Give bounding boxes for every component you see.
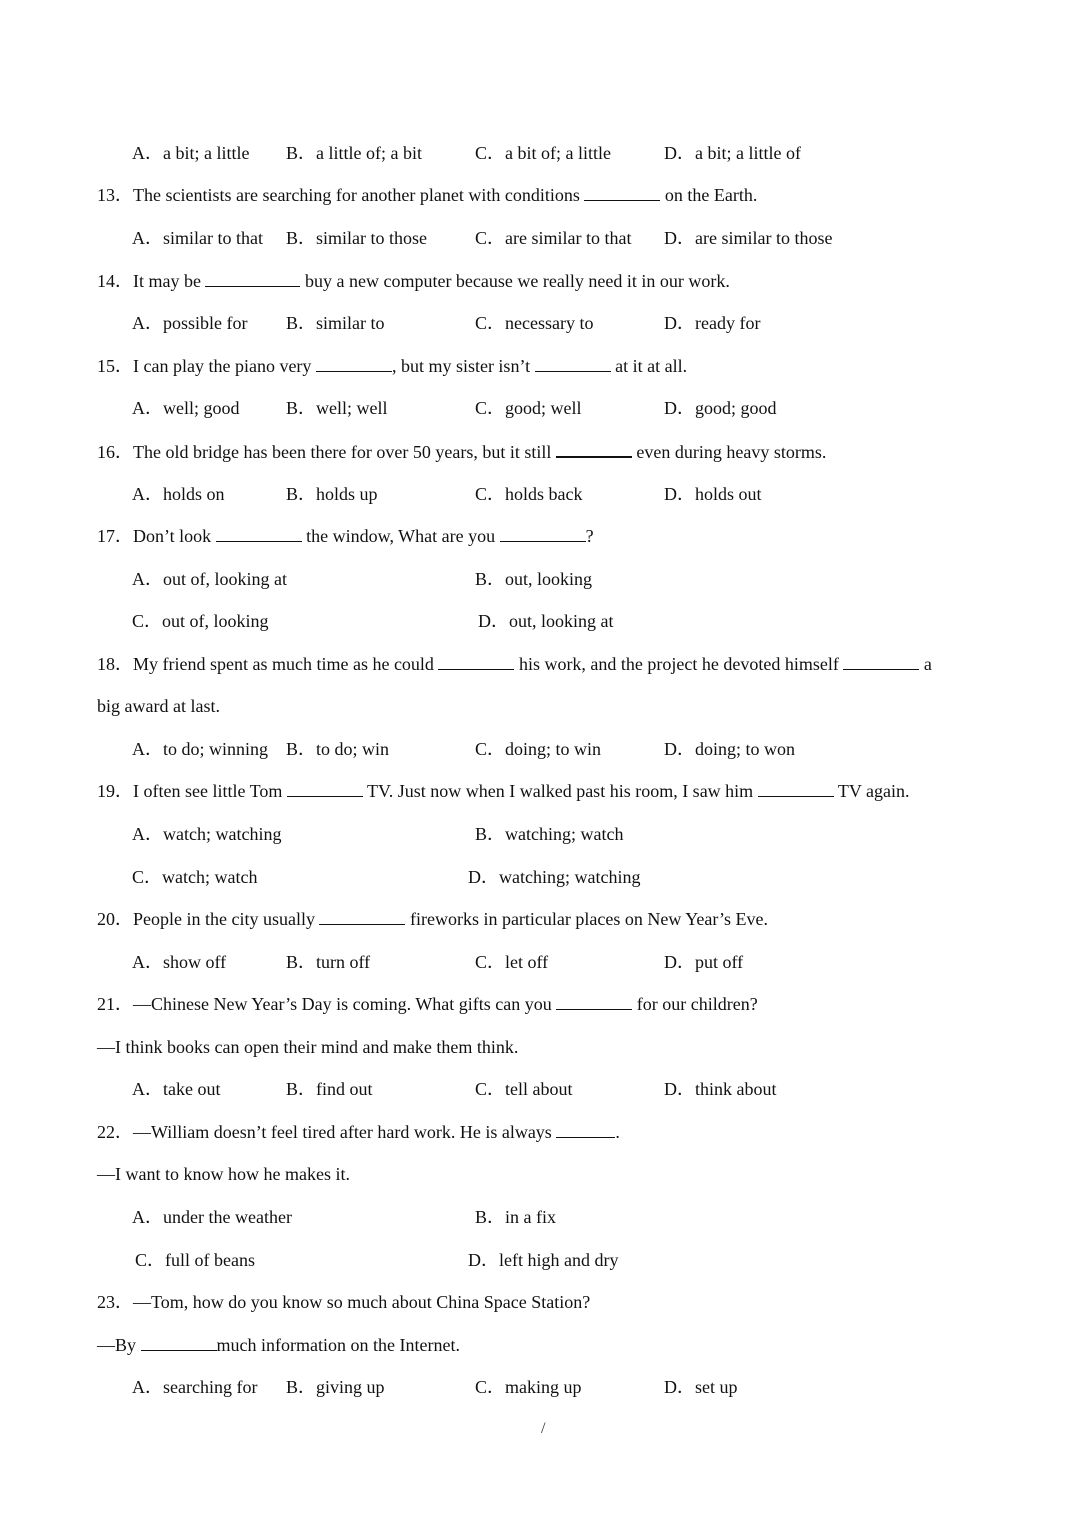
answer-blank	[438, 653, 514, 670]
q19-option-d: D．watching; watching	[468, 867, 641, 887]
q17-option-b: B．out, looking	[475, 569, 593, 589]
q15-stem-part: 15．I can play the piano very	[97, 356, 316, 376]
q13-stem-part: 13．The scientists are searching for another planet with conditions	[97, 185, 585, 205]
q23-reply-part: —By	[97, 1335, 141, 1355]
q22-option-a: A．under the weather	[132, 1207, 292, 1227]
q19-stem-part: TV. Just now when I walked past his room, I saw him	[362, 781, 758, 801]
q17-stem-part: ?	[585, 526, 594, 546]
q18-stem	[97, 653, 932, 675]
q21-option-c: C．tell about	[475, 1079, 573, 1099]
q21-stem-part: for our children?	[632, 994, 758, 1014]
q23-option-a: A．searching for	[132, 1377, 258, 1397]
answer-blank	[205, 270, 300, 287]
q12-option-a: A．a bit; a little	[132, 143, 250, 163]
q14-stem	[97, 270, 730, 292]
q13-stem	[97, 184, 757, 206]
q23-reply-part: much information on the Internet.	[216, 1335, 460, 1355]
q12-option-b: B．a little of; a bit	[286, 143, 422, 163]
q20-option-c: C．let off	[475, 952, 549, 972]
q18-stem-continued: big award at last.	[97, 696, 220, 716]
q15-stem-part: , but my sister isn’t	[391, 356, 535, 376]
q18-option-b: B．to do; win	[286, 739, 390, 759]
q19-option-b: B．watching; watch	[475, 824, 624, 844]
q16-option-c: C．holds back	[475, 484, 583, 504]
q16-option-a: A．holds on	[132, 484, 225, 504]
q21-stem-part: 21．—Chinese New Year’s Day is coming. What gifts can you	[97, 994, 557, 1014]
q20-option-b: B．turn off	[286, 952, 371, 972]
q20-stem-part: 20．People in the city usually	[97, 909, 320, 929]
q14-option-b: B．similar to	[286, 313, 385, 333]
q13-option-b: B．similar to those	[286, 228, 427, 248]
q14-option-d: D．ready for	[664, 313, 761, 333]
q23-option-c: C．making up	[475, 1377, 582, 1397]
q18-stem-part: his work, and the project he devoted himself	[514, 654, 844, 674]
q20-stem	[97, 908, 768, 930]
answer-blank	[319, 908, 405, 925]
q17-option-d: D．out, looking at	[478, 611, 614, 631]
q20-option-a: A．show off	[132, 952, 227, 972]
q20-option-d: D．put off	[664, 952, 744, 972]
answer-blank	[500, 525, 586, 542]
answer-blank	[556, 440, 632, 458]
q16-option-d: D．holds out	[664, 484, 762, 504]
answer-blank	[216, 525, 302, 542]
q14-option-a: A．possible for	[132, 313, 248, 333]
q22-reply: —I want to know how he makes it.	[97, 1164, 350, 1184]
q23-option-d: D．set up	[664, 1377, 738, 1397]
q13-option-a: A．similar to that	[132, 228, 263, 248]
q15-stem	[97, 355, 687, 377]
answer-blank	[843, 653, 919, 670]
q15-stem-part: at it at all.	[610, 356, 688, 376]
q17-stem-part: 17．Don’t look	[97, 526, 216, 546]
q21-reply: —I think books can open their mind and make them think.	[97, 1037, 519, 1057]
q18-option-d: D．doing; to won	[664, 739, 796, 759]
q13-option-c: C．are similar to that	[475, 228, 632, 248]
q18-option-a: A．to do; winning	[132, 739, 269, 759]
q22-option-c: C．full of beans	[135, 1250, 255, 1270]
q12-option-c: C．a bit of; a little	[475, 143, 611, 163]
q14-stem-part: 14．It may be	[97, 271, 206, 291]
answer-blank	[556, 993, 632, 1010]
q21-option-d: D．think about	[664, 1079, 777, 1099]
q17-option-a: A．out of, looking at	[132, 569, 287, 589]
q21-stem	[97, 993, 758, 1015]
q21-option-a: A．take out	[132, 1079, 221, 1099]
q23-option-b: B．giving up	[286, 1377, 385, 1397]
q22-option-b: B．in a fix	[475, 1207, 556, 1227]
q19-stem-part: TV again.	[833, 781, 910, 801]
q14-option-c: C．necessary to	[475, 313, 594, 333]
q22-stem	[97, 1121, 620, 1143]
q23-stem: 23．—Tom, how do you know so much about China Space Station?	[97, 1292, 591, 1312]
answer-blank	[556, 1121, 615, 1138]
answer-blank	[316, 355, 392, 372]
q22-option-d: D．left high and dry	[468, 1250, 619, 1270]
q21-option-b: B．find out	[286, 1079, 373, 1099]
q16-stem	[97, 440, 826, 463]
q22-stem-part: .	[615, 1122, 620, 1142]
q13-stem-part: on the Earth.	[660, 185, 758, 205]
q14-stem-part: buy a new computer because we really need it in our work.	[300, 271, 730, 291]
q12-option-d: D．a bit; a little of	[664, 143, 801, 163]
q18-stem-part: 18．My friend spent as much time as he could	[97, 654, 439, 674]
q17-stem-part: the window, What are you	[301, 526, 500, 546]
answer-blank	[535, 355, 611, 372]
q19-stem-part: 19．I often see little Tom	[97, 781, 287, 801]
q15-option-c: C．good; well	[475, 398, 582, 418]
q17-option-c: C．out of, looking	[132, 611, 269, 631]
answer-blank	[584, 184, 660, 201]
q18-stem-part: a	[919, 654, 932, 674]
q22-stem-part: 22．—William doesn’t feel tired after hard work. He is always	[97, 1122, 557, 1142]
q20-stem-part: fireworks in particular places on New Year’s Eve.	[405, 909, 769, 929]
q17-stem	[97, 525, 594, 547]
q15-option-d: D．good; good	[664, 398, 777, 418]
page-number: /	[541, 1420, 546, 1437]
q15-option-b: B．well; well	[286, 398, 388, 418]
q16-option-b: B．holds up	[286, 484, 378, 504]
answer-blank	[758, 780, 834, 797]
q13-option-d: D．are similar to those	[664, 228, 833, 248]
q19-option-c: C．watch; watch	[132, 867, 258, 887]
answer-blank	[141, 1334, 217, 1351]
answer-blank	[287, 780, 363, 797]
q18-option-c: C．doing; to win	[475, 739, 602, 759]
q16-stem-part: even during heavy storms.	[631, 442, 827, 462]
q19-stem	[97, 780, 910, 802]
q15-option-a: A．well; good	[132, 398, 240, 418]
q19-option-a: A．watch; watching	[132, 824, 282, 844]
q23-reply	[97, 1334, 460, 1356]
q16-stem-part: 16．The old bridge has been there for over 50 years, but it still	[97, 442, 556, 462]
